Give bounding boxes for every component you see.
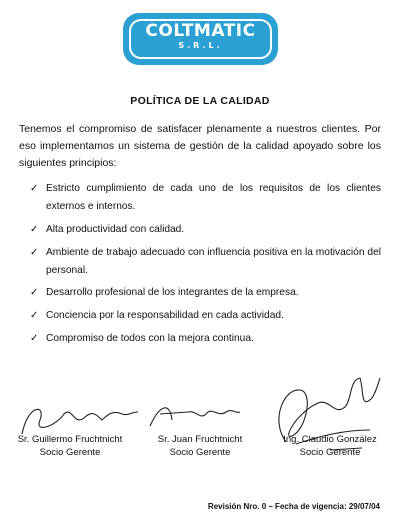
principle-text: Estricto cumplimiento de cada uno de los requisitos de los clientes externos e internos. [46,183,381,212]
signer-role: Socio Gerente [39,447,101,458]
signer-name: Sr. Guillermo Fruchtnicht [17,434,123,445]
document-title: POLÍTICA DE LA CALIDAD [130,95,270,107]
signature-block-2 [140,433,260,459]
check-icon: ✓ [30,310,39,321]
check-icon: ✓ [30,183,39,194]
signature-1-scribble [22,409,138,434]
signer-name: Sr. Juan Fruchtnicht [157,434,243,445]
revision-footer: Revisión Nro. 0 – Fecha de vigencia: 29/07/04 [207,502,380,511]
logo-subtitle: S.R.L. [178,41,223,50]
principle-text: Compromiso de todos con la mejora continua. [46,333,254,344]
signature-2-scribble [150,408,240,426]
signer-role: Socio Gerente [299,447,361,458]
signer-role: Socio Gerente [169,447,231,458]
check-icon: ✓ [30,333,39,344]
check-icon: ✓ [30,287,39,298]
logo-name: COLTMATIC [145,21,256,41]
principle-text: Desarrollo profesional de los integrantes de la empresa. [46,287,299,298]
check-icon: ✓ [30,247,39,258]
intro-paragraph: Tenemos el compromiso de satisfacer plenamente a nuestros clientes. Por eso implementamos un sistema de gestión de la calidad apoyado sobre los siguientes principios: [19,123,381,169]
check-icon: ✓ [30,224,39,235]
principle-text: Ambiente de trabajo adecuado con influencia positiva en la motivación del personal. [46,247,381,276]
principle-text: Alta productividad con calidad. [46,224,185,235]
signature-block-1 [10,433,130,459]
principle-text: Conciencia por la responsabilidad en cada actividad. [46,310,284,321]
signature-block-3 [270,433,390,459]
signer-name: Ing. Claudio González [283,434,377,445]
